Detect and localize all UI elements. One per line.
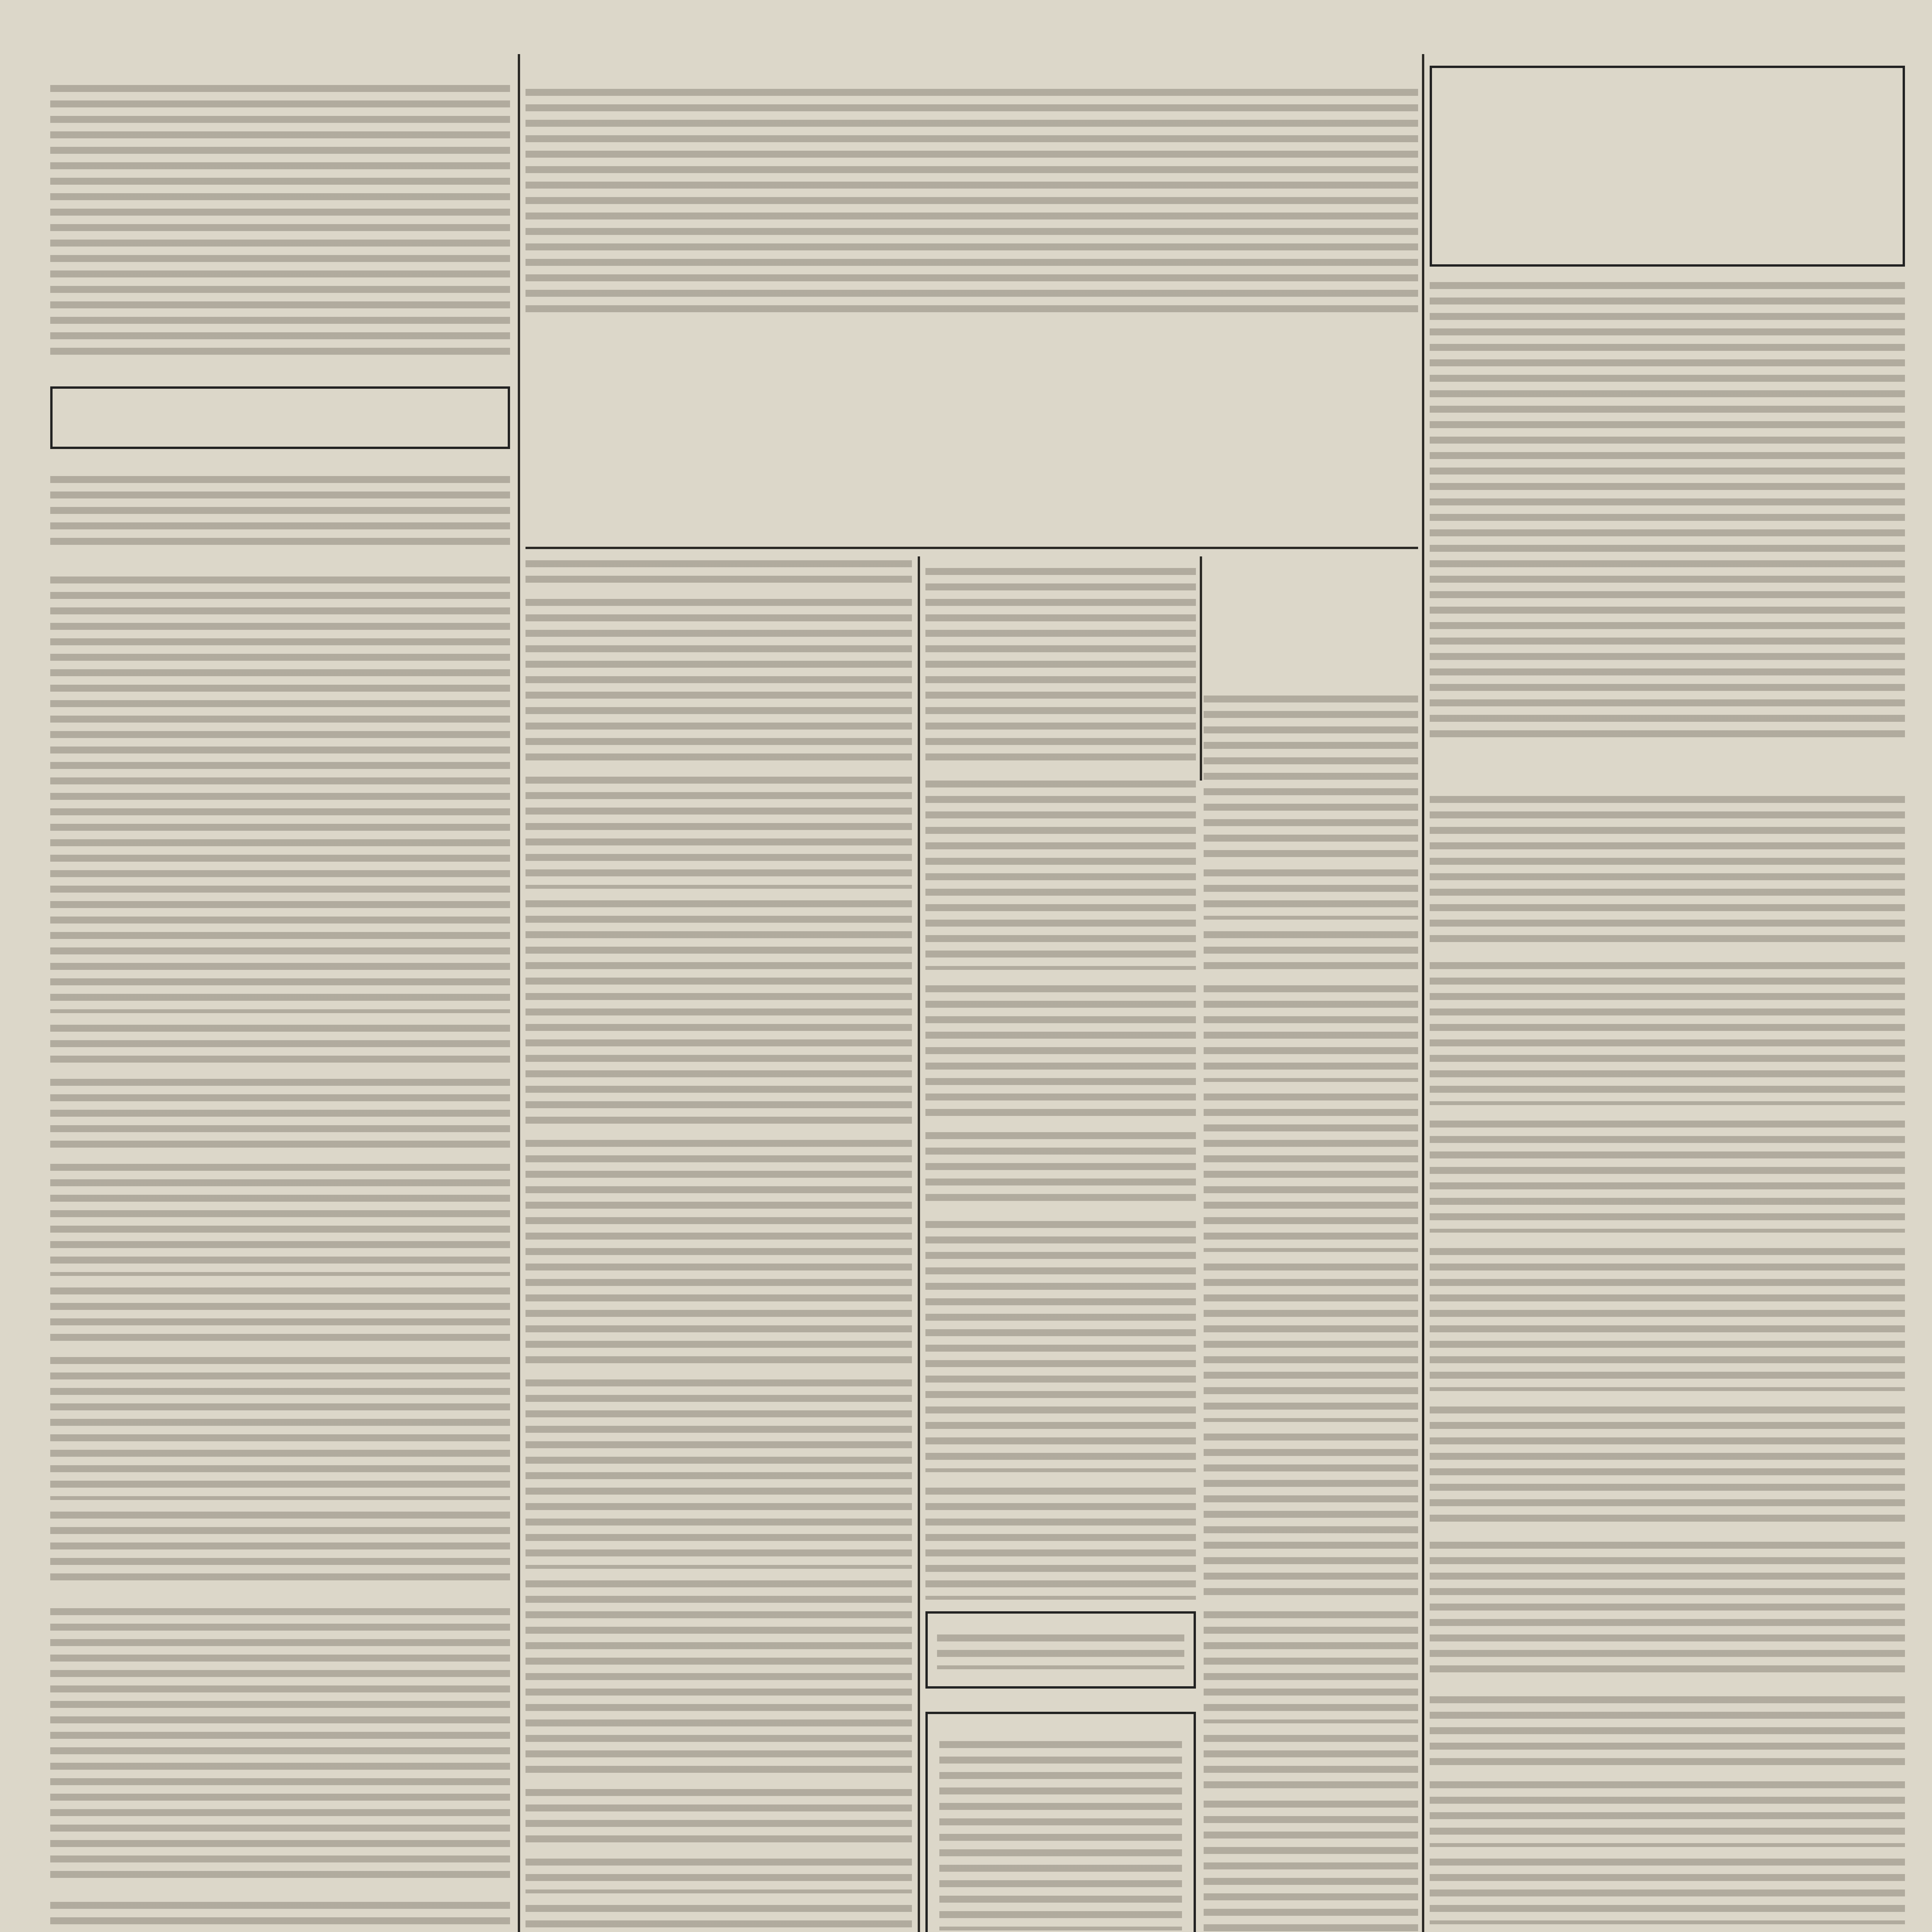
right-top-box [1430, 66, 1905, 267]
metternix-text [1430, 958, 1905, 1105]
eranos-text [50, 472, 510, 549]
lead-story-text [50, 81, 510, 359]
gallia-text [1430, 792, 1905, 947]
ilithios-text [50, 573, 510, 1013]
syndrio-text [50, 1160, 510, 1276]
eranos-scholeia-text [925, 1128, 1196, 1206]
psifisma-text [1204, 1260, 1418, 1422]
diafora-text [526, 1376, 912, 1569]
center-visible [1204, 564, 1418, 1932]
mathites-text [925, 1217, 1196, 1472]
apoxoriseis-text [1430, 1855, 1905, 1924]
eidopoiisi-text [526, 1855, 912, 1893]
proskliseis-text [526, 1577, 912, 1777]
column-rule-3 [918, 556, 920, 1932]
epitrepetai-text [1204, 1731, 1418, 1789]
omilies-text [50, 1075, 510, 1152]
czech-column [925, 556, 1196, 1932]
sygkrouseis-text [1430, 1244, 1905, 1391]
ellinides-box [925, 1611, 1196, 1689]
symfonia-text [925, 564, 1196, 765]
diefkrinisi-text [50, 1508, 510, 1585]
xites-text [1204, 1090, 1418, 1252]
dyo-apoxes-text [526, 595, 912, 761]
den-exei-text [50, 1353, 510, 1500]
pagkosmia-text [1204, 1430, 1418, 1600]
ergazomenoi-text [1204, 692, 1418, 862]
middle-left-top-text [526, 556, 912, 587]
left-column [50, 66, 510, 1932]
atomiki-text [925, 981, 1196, 1121]
synavlies-text [526, 1136, 912, 1368]
rule-under-main [526, 547, 1418, 549]
right-column [1430, 781, 1905, 1932]
mperns-text [1430, 1692, 1905, 1770]
syntak-text [939, 1737, 1182, 1930]
exevlidi-text [1204, 981, 1418, 1082]
tropopoiisi-text [1204, 927, 1418, 974]
nea-vivlia-text [526, 1785, 912, 1847]
diadiloseis-text [1430, 1403, 1905, 1526]
mitropolites-text [1204, 866, 1418, 920]
rosiki-text [50, 1284, 510, 1345]
syntak-box [925, 1712, 1196, 1932]
ekloges-text [925, 777, 1196, 970]
apo-mera-box [50, 386, 510, 449]
main-story [526, 66, 1418, 321]
epeidi-text [1204, 1797, 1418, 1932]
kinimatografoi-text [526, 896, 912, 1128]
katathesi-text [1204, 1607, 1418, 1723]
column-rule-1 [518, 54, 520, 1932]
sovietika-text [50, 1898, 510, 1932]
right-top-text [1430, 278, 1905, 742]
diarpages-text [1430, 1117, 1905, 1233]
theamata-text [526, 773, 912, 889]
morfosi-text [50, 1604, 510, 1883]
agglia-text [1430, 1777, 1905, 1847]
roumeli-text [526, 1901, 912, 1932]
main-story-text [526, 85, 1418, 317]
ekthesi-text [50, 1021, 510, 1067]
middle-left-column [526, 556, 912, 1932]
asxolies-text [925, 1484, 1196, 1600]
ellinides-text [937, 1631, 1184, 1669]
column-rule-5 [1422, 556, 1424, 1932]
ethnikos-text [1430, 1538, 1905, 1677]
